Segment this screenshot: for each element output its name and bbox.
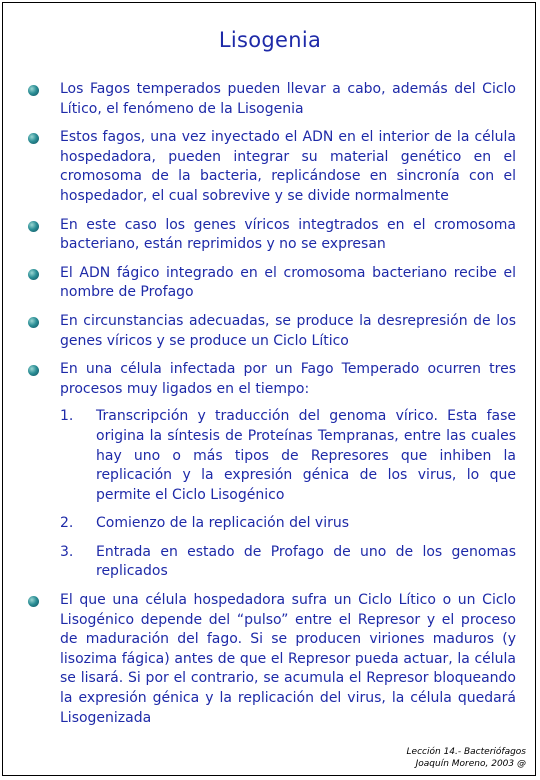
bullet-icon	[28, 221, 39, 232]
bullet-icon	[28, 365, 39, 376]
list-item-text: En circunstancias adecuadas, se produce la desrepresión de los genes víricos y se produce un Ciclo Lítico	[60, 312, 516, 349]
sublist-number: 2.	[60, 515, 74, 532]
sublist-item	[60, 407, 516, 505]
list-item-text: El ADN fágico integrado en el cromosoma bacteriano recibe el nombre de Profago	[60, 264, 516, 301]
list-item	[24, 312, 516, 351]
list-item-text: En una célula infectada por un Fago Temperado ocurren tres procesos muy ligados en el tiempo:	[60, 361, 516, 397]
list-item	[24, 591, 516, 728]
footer-credit	[407, 746, 526, 770]
list-item	[24, 264, 516, 303]
sublist-item	[60, 543, 516, 582]
bullet-icon	[28, 596, 39, 607]
sublist-number: 1.	[60, 408, 74, 425]
numbered-sublist	[60, 407, 516, 582]
sublist-item-text: Transcripción y traducción del genoma vírico. Esta fase origina la síntesis de Proteínas Tempranas, entre las cuales hay uno o más tipos de Represores que inhiben la replicación y la expresión génica de los virus, lo que permite el Ciclo Lisogénico	[96, 408, 516, 503]
list-item	[24, 80, 516, 119]
sublist-item	[60, 514, 516, 534]
sublist-item-text: Entrada en estado de Profago de uno de los genomas replicados	[96, 543, 516, 580]
sublist-item-text: Comienzo de la replicación del virus	[96, 515, 350, 532]
list-item	[24, 128, 516, 206]
sublist-number: 3.	[60, 543, 74, 560]
list-item-text: En este caso los genes víricos integtrados en el cromosoma bacteriano, están reprimidos y no se expresan	[60, 216, 516, 253]
list-item-text: Estos fagos, una vez inyectado el ADN en el interior de la célula hospedadora, pueden integrar su material genético en el cromosoma de la bacteria, replicándose en sincronía con el hospedador, el cual sobrevive y se divide normalmente	[60, 129, 516, 204]
bullet-icon	[28, 133, 39, 144]
bullet-icon	[28, 269, 39, 280]
list-item-text: El que una célula hospedadora sufra un Ciclo Lítico o un Ciclo Lisogénico depende del “pulso” entre el Represor y el proceso de maduración del fago. Si se producen viriones maduros (y lisozima fágica) antes de que el Represor pueda actuar, la célula se lisará. Si por el contrario, se acumula el Represor bloqueando la expresión génica y la replicación del virus, la célula quedará Lisogenizada	[60, 592, 516, 726]
footer-author: Joaquín Moreno, 2003 @	[415, 759, 526, 769]
list-item	[24, 216, 516, 255]
bullet-icon	[28, 85, 39, 96]
page-title: Lisogenia	[218, 28, 322, 52]
bullet-list	[24, 80, 516, 737]
list-item-text: Los Fagos temperados pueden llevar a cabo, además del Ciclo Lítico, el fenómeno de la Lisogenia	[60, 81, 516, 117]
list-item	[24, 360, 516, 582]
bullet-icon	[28, 317, 39, 328]
footer-lesson: Lección 14.- Bacteriófagos	[406, 747, 526, 757]
